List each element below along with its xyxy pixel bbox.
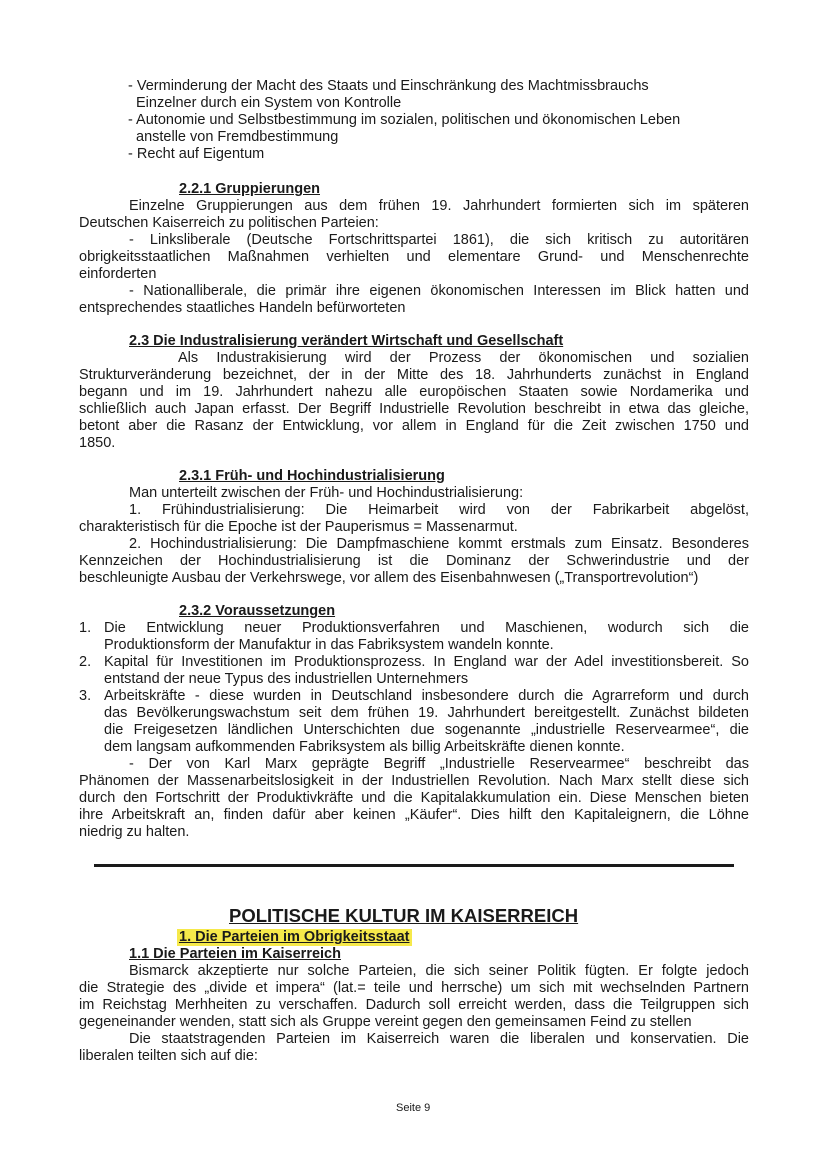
paragraph-line: - Linksliberale (Deutsche Fortschrittspartei 1861), die sich kritisch zu autoritären — [129, 232, 749, 248]
paragraph-line: Kennzeichen der Hochindustrialisierung ist die Dominanz der Schwerindustrie und der — [79, 553, 749, 569]
list-item-cont: Einzelner durch ein System von Kontrolle — [136, 95, 402, 111]
horizontal-divider — [94, 864, 734, 867]
list-item: - Autonomie und Selbstbestimmung im sozialen, politischen und ökonomischen Leben — [128, 112, 681, 128]
paragraph-line: ihre Arbeitskraft an, finden dafür aber keinen „Käufer“. Dies hilft den Kapitaleignern, die Löhne — [79, 807, 749, 823]
paragraph-line: obrigkeitsstaatlichen Maßnahmen verhielten und elementare Grund- und Menschenrechte — [79, 249, 749, 265]
section-heading: 2.3 Die Industralisierung verändert Wirtschaft und Gesellschaft — [129, 333, 564, 349]
paragraph-line: niedrig zu halten. — [79, 824, 190, 840]
list-item: - Recht auf Eigentum — [128, 146, 265, 162]
paragraph-line: die Strategie des „divide et impera“ (lat.= teile und herrsche) um sich mit wechselnden Partnern — [79, 980, 749, 996]
paragraph-line: 1. Frühindustrialisierung: Die Heimarbeit wird von der Fabrikarbeit abgelöst, — [129, 502, 749, 518]
chapter-title: POLITISCHE KULTUR IM KAISERREICH — [229, 905, 579, 926]
numbered-item-line: Die Entwicklung neuer Produktionsverfahren und Maschienen, wodurch sich die — [104, 620, 749, 636]
highlighted-subheading — [177, 929, 412, 946]
numbered-item-line: Produktionsform der Manufaktur in das Fabriksystem wandeln konnte. — [104, 637, 554, 653]
paragraph-line: beschleunigte Ausbau der Verkehrswege, vor allem des Eisenbahnwesen („Transportrevolution“) — [79, 570, 699, 586]
numbered-item-number: 2. — [79, 654, 92, 670]
list-item-cont: anstelle von Fremdbestimmung — [136, 129, 339, 145]
paragraph-line: 1850. — [79, 435, 116, 451]
numbered-item-line: die Freigesetzen ländlichen Unterschichten due sogenannte „industrielle Reservearmee“, die — [104, 722, 749, 738]
paragraph-line: entsprechendes staatliches Handeln befürworteten — [79, 300, 406, 316]
numbered-item-number: 3. — [79, 688, 92, 704]
paragraph-line: gegeneinander wenden, statt sich als Gruppe vereint gegen den gemeinsamen Feind zu stellen — [79, 1014, 692, 1030]
paragraph-line: - Nationalliberale, die primär ihre eigenen ökonomischen Interessen im Blick hatten und — [129, 283, 749, 299]
paragraph-line: Die staatstragenden Parteien im Kaiserreich waren die liberalen und konservatien. Die — [129, 1031, 749, 1047]
paragraph-line: Man unterteilt zwischen der Früh- und Hochindustrialisierung: — [129, 485, 524, 501]
list-item: - Verminderung der Macht des Staats und Einschränkung des Machtmissbrauchs — [128, 78, 649, 94]
section-heading: 1.1 Die Parteien im Kaiserreich — [129, 946, 341, 962]
paragraph-line: betont aber die Rasanz der Entwicklung, vor allem in England für die Zeit zwischen 1750 und — [79, 418, 749, 434]
paragraph-line: Deutschen Kaiserreich zu politischen Parteien: — [79, 215, 379, 231]
subheading-text: 1. Die Parteien im Obrigkeitsstaat — [177, 929, 412, 946]
paragraph-line: einforderten — [79, 266, 157, 282]
numbered-item-line: entstand der neue Typus des industriellen Unternehmers — [104, 671, 469, 687]
paragraph-line: Bismarck akzeptierte nur solche Parteien, die sich seiner Politik fügten. Er folgte jedoch — [129, 963, 749, 979]
numbered-item-line: dem langsam aufkommenden Fabriksystem als billig Arbeitskräfte dienen konnte. — [104, 739, 625, 755]
paragraph-line: Strukturveränderung bezeichnet, der in der Mitte des 18. Jahrhunderts zunächst in England — [79, 367, 749, 383]
paragraph-line: Als Industrakisierung wird der Prozess der ökonomischen und sozialien — [178, 350, 749, 366]
paragraph-line: durch den Fortschritt der Produktivkräfte und die Kapitalakkumulation ein. Diese Menschen bieten — [79, 790, 749, 806]
paragraph-line: begann und im 19. Jahrhundert nahezu alle europöischen Staaten sowie Nordamerika und — [79, 384, 749, 400]
section-heading: 2.3.1 Früh- und Hochindustrialisierung — [179, 468, 445, 484]
numbered-item-line: Kapital für Investitionen im Produktionsprozess. In England war der Adel investitionsbereit. So — [104, 654, 749, 670]
paragraph-line: Einzelne Gruppierungen aus dem frühen 19. Jahrhundert formierten sich im späteren — [129, 198, 749, 214]
numbered-item-line: das Bevölkerungswachstum seit dem frühen 19. Jahrhundert bereitgestellt. Zunächst bildeten — [104, 705, 749, 721]
paragraph-line: Phänomen der Massenarbeitslosigkeit in der Industriellen Revolution. Nach Marx stellt diese sich — [79, 773, 749, 789]
paragraph-line: im Reichstag Merhheiten zu verschaffen. Dadurch soll erreicht werden, dass die Teilgruppen sich — [79, 997, 749, 1013]
paragraph-line: charakteristisch für die Epoche ist der Pauperismus = Massenarmut. — [79, 519, 518, 535]
numbered-item-number: 1. — [79, 620, 92, 636]
section-heading: 2.2.1 Gruppierungen — [179, 181, 320, 197]
paragraph-line: - Der von Karl Marx geprägte Begriff „Industrielle Reservearmee“ beschreibt das — [129, 756, 749, 772]
paragraph-line: schließlich auch Japan erfasst. Der Begriff Industrielle Revolution beschreibt in etwa das gleiche, — [79, 401, 749, 417]
paragraph-line: 2. Hochindustrialisierung: Die Dampfmaschiene kommt erstmals zum Einsatz. Besonderes — [129, 536, 749, 552]
page-number: Seite 9 — [396, 1102, 431, 1114]
paragraph-line: liberalen teilten sich auf die: — [79, 1048, 258, 1064]
numbered-item-line: Arbeitskräfte - diese wurden in Deutschland insbesondere durch die Agrarreform und durch — [104, 688, 749, 704]
section-heading: 2.3.2 Voraussetzungen — [179, 603, 336, 619]
